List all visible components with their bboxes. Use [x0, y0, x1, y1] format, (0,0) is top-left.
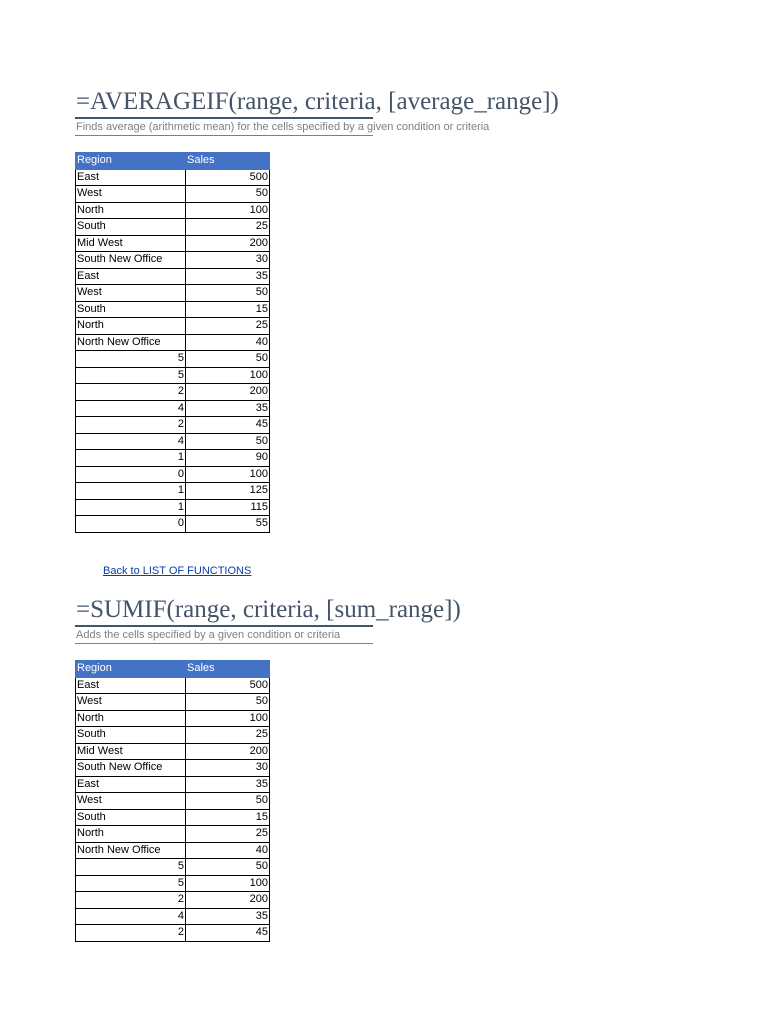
- sales-cell[interactable]: 45: [186, 925, 270, 942]
- averageif-description: Finds average (arithmetic mean) for the cells specified by a given condition or criteria: [76, 121, 490, 133]
- sales-cell[interactable]: 50: [186, 433, 270, 450]
- sales-cell[interactable]: 55: [186, 516, 270, 533]
- sumif-title: =SUMIF(range, criteria, [sum_range]): [76, 596, 461, 623]
- sales-cell[interactable]: 50: [186, 285, 270, 302]
- region-cell[interactable]: West: [76, 793, 186, 810]
- sales-cell[interactable]: 15: [186, 809, 270, 826]
- sales-cell[interactable]: 35: [186, 400, 270, 417]
- region-column-header[interactable]: Region: [76, 153, 186, 170]
- table-row: [76, 433, 270, 450]
- sales-cell[interactable]: 25: [186, 318, 270, 335]
- region-cell[interactable]: 5: [76, 367, 186, 384]
- table-row: [76, 483, 270, 500]
- region-cell[interactable]: 2: [76, 925, 186, 942]
- region-cell[interactable]: South: [76, 809, 186, 826]
- sales-cell[interactable]: 35: [186, 908, 270, 925]
- table-row: [76, 727, 270, 744]
- sales-cell[interactable]: 40: [186, 842, 270, 859]
- region-cell[interactable]: West: [76, 694, 186, 711]
- table-row: [76, 892, 270, 909]
- back-to-list-of-functions-link[interactable]: Back to LIST OF FUNCTIONS: [103, 565, 252, 577]
- sales-cell[interactable]: 25: [186, 219, 270, 236]
- region-cell[interactable]: 5: [76, 859, 186, 876]
- table-row: [76, 677, 270, 694]
- table-row: [76, 793, 270, 810]
- region-cell[interactable]: Mid West: [76, 235, 186, 252]
- sales-cell[interactable]: 30: [186, 252, 270, 269]
- region-cell[interactable]: 1: [76, 499, 186, 516]
- sales-cell[interactable]: 50: [186, 793, 270, 810]
- table-row: [76, 186, 270, 203]
- sales-cell[interactable]: 90: [186, 450, 270, 467]
- table-row: [76, 351, 270, 368]
- region-cell[interactable]: North: [76, 202, 186, 219]
- averageif-table-body: [76, 169, 270, 532]
- region-cell[interactable]: 2: [76, 892, 186, 909]
- sales-cell[interactable]: 200: [186, 743, 270, 760]
- sales-cell[interactable]: 200: [186, 235, 270, 252]
- table-row: [76, 760, 270, 777]
- table-row: [76, 384, 270, 401]
- region-cell[interactable]: South New Office: [76, 252, 186, 269]
- table-row: [76, 859, 270, 876]
- region-cell[interactable]: North New Office: [76, 334, 186, 351]
- sales-column-header[interactable]: Sales: [186, 661, 270, 678]
- table-row: [76, 252, 270, 269]
- averageif-header: [75, 87, 559, 136]
- region-cell[interactable]: 5: [76, 351, 186, 368]
- table-row: [76, 202, 270, 219]
- region-cell[interactable]: East: [76, 268, 186, 285]
- region-cell[interactable]: 4: [76, 433, 186, 450]
- region-cell[interactable]: South: [76, 219, 186, 236]
- table-row: [76, 235, 270, 252]
- sales-cell[interactable]: 35: [186, 268, 270, 285]
- table-row: [76, 268, 270, 285]
- sales-cell[interactable]: 125: [186, 483, 270, 500]
- region-cell[interactable]: South: [76, 727, 186, 744]
- averageif-header-row: [76, 153, 270, 170]
- table-row: [76, 285, 270, 302]
- region-cell[interactable]: West: [76, 186, 186, 203]
- sumif-table-body: [76, 677, 270, 941]
- sales-cell[interactable]: 50: [186, 859, 270, 876]
- region-cell[interactable]: 1: [76, 483, 186, 500]
- region-cell[interactable]: 1: [76, 450, 186, 467]
- region-cell[interactable]: East: [76, 677, 186, 694]
- table-row: [76, 367, 270, 384]
- sales-cell[interactable]: 115: [186, 499, 270, 516]
- table-row: [76, 826, 270, 843]
- table-row: [76, 743, 270, 760]
- sumif-table: [75, 660, 270, 942]
- region-cell[interactable]: 2: [76, 417, 186, 434]
- sales-cell[interactable]: 25: [186, 727, 270, 744]
- sales-cell[interactable]: 100: [186, 710, 270, 727]
- sales-cell[interactable]: 200: [186, 892, 270, 909]
- table-row: [76, 417, 270, 434]
- table-row: [76, 301, 270, 318]
- sales-cell[interactable]: 15: [186, 301, 270, 318]
- sales-cell[interactable]: 100: [186, 202, 270, 219]
- sales-cell[interactable]: 35: [186, 776, 270, 793]
- region-cell[interactable]: South: [76, 301, 186, 318]
- sumif-description-underline: [75, 643, 373, 644]
- table-row: [76, 694, 270, 711]
- sumif-header-row: [76, 661, 270, 678]
- region-cell[interactable]: Mid West: [76, 743, 186, 760]
- region-cell[interactable]: South New Office: [76, 760, 186, 777]
- table-row: [76, 516, 270, 533]
- sales-cell[interactable]: 500: [186, 169, 270, 186]
- sales-cell[interactable]: 100: [186, 466, 270, 483]
- table-row: [76, 318, 270, 335]
- averageif-description-underline: [75, 135, 373, 136]
- table-row: [76, 499, 270, 516]
- table-row: [76, 400, 270, 417]
- table-row: [76, 776, 270, 793]
- sales-cell[interactable]: 50: [186, 694, 270, 711]
- table-row: [76, 710, 270, 727]
- region-cell[interactable]: West: [76, 285, 186, 302]
- region-cell[interactable]: East: [76, 776, 186, 793]
- region-column-header[interactable]: Region: [76, 661, 186, 678]
- averageif-table: [75, 152, 270, 533]
- table-row: [76, 908, 270, 925]
- table-row: [76, 450, 270, 467]
- region-cell[interactable]: 4: [76, 908, 186, 925]
- averageif-title: =AVERAGEIF(range, criteria, [average_range]): [76, 88, 559, 115]
- table-row: [76, 925, 270, 942]
- sales-cell[interactable]: 50: [186, 351, 270, 368]
- sumif-description: Adds the cells specified by a given condition or criteria: [76, 629, 341, 641]
- region-cell[interactable]: 5: [76, 875, 186, 892]
- table-row: [76, 842, 270, 859]
- region-cell[interactable]: North: [76, 710, 186, 727]
- sales-cell[interactable]: 40: [186, 334, 270, 351]
- table-row: [76, 466, 270, 483]
- region-cell[interactable]: 2: [76, 384, 186, 401]
- averageif-section: [75, 87, 559, 533]
- region-cell[interactable]: North New Office: [76, 842, 186, 859]
- sales-column-header[interactable]: Sales: [186, 153, 270, 170]
- table-row: [76, 875, 270, 892]
- table-row: [76, 169, 270, 186]
- sumif-section: [75, 595, 461, 942]
- sales-cell[interactable]: 45: [186, 417, 270, 434]
- table-row: [76, 334, 270, 351]
- region-cell[interactable]: North: [76, 826, 186, 843]
- table-row: [76, 219, 270, 236]
- sales-cell[interactable]: 100: [186, 875, 270, 892]
- region-cell[interactable]: East: [76, 169, 186, 186]
- region-cell[interactable]: 4: [76, 400, 186, 417]
- sales-cell[interactable]: 100: [186, 367, 270, 384]
- sales-cell[interactable]: 30: [186, 760, 270, 777]
- region-cell[interactable]: North: [76, 318, 186, 335]
- sales-cell[interactable]: 50: [186, 186, 270, 203]
- sales-cell[interactable]: 500: [186, 677, 270, 694]
- region-cell[interactable]: 0: [76, 516, 186, 533]
- table-row: [76, 809, 270, 826]
- sales-cell[interactable]: 200: [186, 384, 270, 401]
- sumif-header: [75, 595, 461, 644]
- sales-cell[interactable]: 25: [186, 826, 270, 843]
- region-cell[interactable]: 0: [76, 466, 186, 483]
